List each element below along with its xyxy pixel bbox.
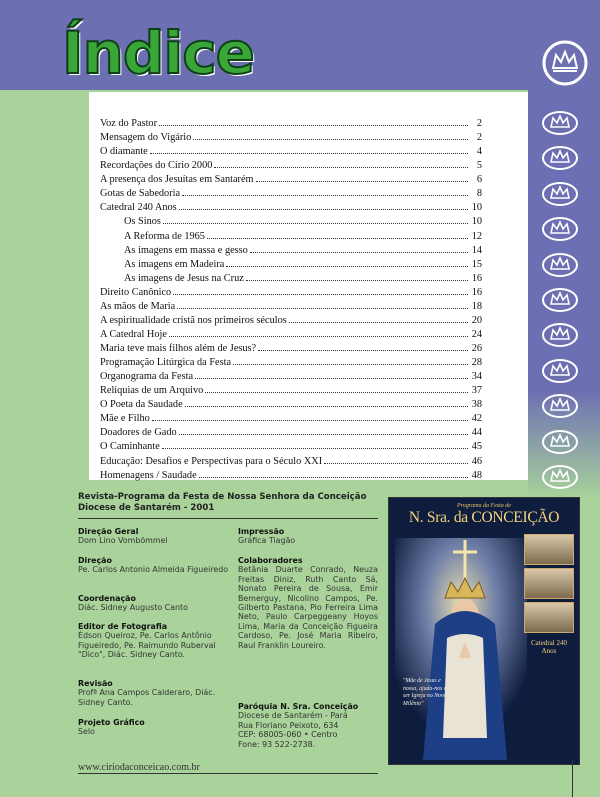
toc-entry[interactable] bbox=[100, 287, 482, 301]
credit-role: Impressão bbox=[238, 527, 285, 536]
toc-leader-dots bbox=[226, 266, 468, 267]
toc-subentry[interactable] bbox=[100, 245, 482, 259]
credit-role: Editor de Fotografia bbox=[78, 622, 168, 631]
madonna-figure-icon bbox=[395, 538, 527, 760]
toc-entry-title: As imagens em Madeira bbox=[124, 258, 225, 270]
toc-entry-title: Mensagem do Vigário bbox=[100, 132, 192, 144]
toc-leader-dots bbox=[173, 294, 468, 295]
toc-entry[interactable] bbox=[100, 329, 482, 343]
cover-cathedral-caption: Catedral 240 Anos bbox=[531, 639, 567, 655]
cover-quote: "Mãe de Jesus e nossa, ajuda-nos a ser Igreja no Novo Milênio" bbox=[403, 678, 447, 707]
credit-fotografia bbox=[78, 622, 228, 660]
toc-leader-dots bbox=[205, 392, 468, 393]
toc-entry-title: Recordações do Círio 2000 bbox=[100, 160, 213, 172]
cover-photo bbox=[524, 534, 574, 565]
credit-role: Revisão bbox=[78, 679, 113, 688]
toc-entry[interactable] bbox=[100, 118, 482, 132]
credit-names: Betânia Duarte Conrado, Neuza Freitas Diniz, Ruth Canto Sá, Nonato Pereira de Sousa, Emir Bemerguy, Nicolino Campos, Pe. Gilberto Pastana, Pio Ferreira Lima Neto, Paulo Carpeggeany Hoyos Lima, Maria da Conceição Figueira Cardoso, Pe. José Maria Ribeiro, Raul Franklin Loureiro. bbox=[238, 565, 378, 650]
crown-icon bbox=[540, 110, 580, 136]
toc-leader-dots bbox=[195, 378, 468, 379]
website-link[interactable]: www.ciriodaconceicao.com.br bbox=[78, 762, 200, 773]
toc-entry[interactable] bbox=[100, 385, 482, 399]
toc-entry[interactable] bbox=[100, 160, 482, 174]
toc-leader-dots bbox=[250, 252, 468, 253]
crown-icon bbox=[540, 252, 580, 278]
toc-leader-dots bbox=[150, 153, 468, 154]
toc-entry[interactable] bbox=[100, 343, 482, 357]
toc-entry-title: A Catedral Hoje bbox=[100, 328, 167, 340]
credit-direcao-geral bbox=[78, 527, 238, 546]
toc-entry[interactable] bbox=[100, 202, 482, 216]
toc-entry[interactable] bbox=[100, 399, 482, 413]
toc-entry-title: Programação Litúrgica da Festa bbox=[100, 357, 232, 369]
cover-kicker: Programa da Festa de bbox=[457, 503, 511, 509]
toc-page-number: 18 bbox=[471, 300, 482, 312]
toc-leader-dots bbox=[179, 434, 468, 435]
toc-entry[interactable] bbox=[100, 470, 482, 484]
cover-photo-column bbox=[524, 534, 572, 636]
crown-icon bbox=[540, 145, 580, 171]
toc-entry[interactable] bbox=[100, 441, 482, 455]
crown-emblem-icon bbox=[540, 38, 590, 88]
toc-subentry[interactable] bbox=[100, 273, 482, 287]
toc-page-number: 5 bbox=[476, 160, 482, 172]
toc-page-number: 48 bbox=[471, 469, 482, 481]
toc-page-number: 28 bbox=[471, 357, 482, 369]
publication-header bbox=[78, 492, 366, 514]
toc-entry-title: As imagens de Jesus na Cruz bbox=[124, 272, 244, 284]
toc-page-number: 6 bbox=[476, 174, 482, 186]
toc-entry-title: Educação: Desafios e Perspectivas para o Século XXI bbox=[100, 455, 323, 467]
toc-entry-title: Homenagens / Saudade bbox=[100, 469, 197, 481]
toc-page-number: 16 bbox=[471, 286, 482, 298]
toc-leader-dots bbox=[185, 406, 468, 407]
toc-page-number: 24 bbox=[471, 328, 482, 340]
toc-leader-dots bbox=[289, 322, 468, 323]
credit-paroquia bbox=[238, 702, 378, 749]
crown-decoration-strip bbox=[540, 110, 584, 535]
toc-page-number: 4 bbox=[476, 146, 482, 158]
cover-title: N. Sra. da CONCEIÇÃO bbox=[408, 509, 560, 526]
cover-photo bbox=[524, 568, 574, 599]
crown-icon bbox=[540, 464, 580, 490]
toc-entry-title: A espiritualidade cristã nos primeiros séculos bbox=[100, 314, 287, 326]
page-title: Índice bbox=[62, 19, 254, 87]
toc-entry[interactable] bbox=[100, 146, 482, 160]
credit-names: Édson Queiroz, Pe. Carlos Antônio Figueiredo, Pe. Raimundo Ruberval "Dico", Diác. Sidney Canto. bbox=[78, 631, 216, 660]
toc-entry-title: Organograma da Festa bbox=[100, 371, 194, 383]
credit-names: Gráfica Tiagão bbox=[238, 536, 296, 546]
magazine-cover-image bbox=[388, 497, 580, 765]
crown-icon bbox=[540, 216, 580, 242]
toc-leader-dots bbox=[182, 195, 468, 196]
credit-impressao bbox=[238, 527, 378, 546]
toc-entry-title: Maria teve mais filhos além de Jesus? bbox=[100, 343, 257, 354]
toc-entry-title: Relíquias de um Arquivo bbox=[100, 385, 204, 397]
toc-page-number: 20 bbox=[471, 314, 482, 326]
toc-entry-title: O Caminhante bbox=[100, 441, 160, 453]
toc-subentry[interactable] bbox=[100, 216, 482, 230]
credit-colaboradores bbox=[238, 556, 378, 650]
toc-page-number: 44 bbox=[471, 427, 482, 439]
toc-entry[interactable] bbox=[100, 132, 482, 146]
toc-entry[interactable] bbox=[100, 413, 482, 427]
publication-diocese: Diocese de Santarém - 2001 bbox=[78, 503, 215, 513]
toc-leader-dots bbox=[246, 280, 468, 281]
cover-photo bbox=[524, 602, 574, 633]
credit-names: Diocese de Santarém - Pará Rua Floriano Peixoto, 634 CEP: 68005-060 • Centro Fone: 93 522-2738. bbox=[238, 711, 348, 749]
toc-leader-dots bbox=[258, 350, 468, 351]
crown-icon bbox=[540, 393, 580, 419]
toc-entry[interactable] bbox=[100, 315, 482, 329]
toc-entry-title: Catedral 240 Anos bbox=[100, 202, 177, 214]
toc-entry-title: Os Sinos bbox=[124, 216, 161, 228]
toc-leader-dots bbox=[177, 308, 468, 309]
toc-subentry[interactable] bbox=[100, 231, 482, 245]
toc-page-number: 37 bbox=[471, 385, 482, 397]
toc-entry[interactable] bbox=[100, 174, 482, 188]
toc-entry-title: O diamante bbox=[100, 146, 148, 158]
credit-names: Dom Lino Vombömmel bbox=[78, 536, 168, 546]
toc-leader-dots bbox=[163, 223, 468, 224]
crown-icon bbox=[540, 358, 580, 384]
toc-entry[interactable] bbox=[100, 427, 482, 441]
toc-entry-title: Doadores de Gado bbox=[100, 427, 177, 439]
table-of-contents bbox=[100, 118, 482, 484]
toc-entry-title: Mãe e Filho bbox=[100, 413, 150, 425]
toc-leader-dots bbox=[179, 209, 468, 210]
credit-role: Direção Geral bbox=[78, 527, 139, 536]
toc-entry-title: As imagens em massa e gesso bbox=[124, 244, 248, 256]
toc-page-number: 10 bbox=[471, 216, 482, 228]
credit-revisao bbox=[78, 679, 228, 707]
toc-leader-dots bbox=[207, 238, 468, 239]
divider bbox=[78, 773, 378, 774]
toc-leader-dots bbox=[233, 364, 468, 365]
credit-role: Projeto Gráfico bbox=[78, 718, 145, 727]
toc-leader-dots bbox=[162, 448, 468, 449]
toc-entry[interactable] bbox=[100, 371, 482, 385]
toc-leader-dots bbox=[159, 125, 468, 126]
toc-page-number: 45 bbox=[471, 441, 482, 453]
toc-entry[interactable] bbox=[100, 456, 482, 470]
toc-entry-title: A presença dos Jesuítas em Santarém bbox=[100, 174, 254, 186]
credit-names: Diác. Sidney Augusto Canto bbox=[78, 603, 188, 613]
toc-entry[interactable] bbox=[100, 357, 482, 371]
toc-entry-title: O Poeta da Saudade bbox=[100, 399, 183, 411]
page-edge-mark bbox=[572, 760, 573, 797]
toc-leader-dots bbox=[152, 420, 468, 421]
credit-names: Profª Ana Campos Calderaro, Diác. Sidney Canto. bbox=[78, 688, 216, 707]
toc-page-number: 2 bbox=[476, 132, 482, 144]
credit-role: Colaboradores bbox=[238, 556, 303, 565]
toc-page-number: 8 bbox=[476, 188, 482, 200]
toc-page-number: 2 bbox=[476, 118, 482, 129]
toc-page-number: 15 bbox=[471, 258, 482, 270]
toc-entry[interactable] bbox=[100, 301, 482, 315]
toc-leader-dots bbox=[193, 139, 468, 140]
credit-projeto-grafico bbox=[78, 718, 228, 737]
toc-page-number: 34 bbox=[471, 371, 482, 383]
crown-icon bbox=[540, 181, 580, 207]
toc-entry-title: Gotas de Sabedoria bbox=[100, 188, 181, 200]
toc-page-number: 10 bbox=[471, 202, 482, 214]
toc-leader-dots bbox=[214, 167, 468, 168]
toc-leader-dots bbox=[256, 181, 468, 182]
crown-icon bbox=[540, 322, 580, 348]
divider bbox=[78, 518, 378, 519]
credit-coordenacao bbox=[78, 594, 238, 613]
credit-names: Pe. Carlos Antonio Almeida Figueiredo bbox=[78, 565, 229, 575]
crown-icon bbox=[540, 287, 580, 313]
credit-direcao bbox=[78, 556, 246, 575]
toc-page-number: 46 bbox=[471, 455, 482, 467]
toc-page-number: 26 bbox=[471, 343, 482, 354]
toc-entry-title: Direito Canônico bbox=[100, 286, 172, 298]
toc-entry-title: Voz do Pastor bbox=[100, 118, 158, 129]
credit-names: Selo bbox=[78, 727, 95, 737]
toc-page-number: 38 bbox=[471, 399, 482, 411]
publication-title: Revista-Programa da Festa de Nossa Senhora da Conceição bbox=[78, 492, 367, 502]
credit-role: Paróquia N. Sra. Conceição bbox=[238, 702, 359, 711]
credit-role: Coordenação bbox=[78, 594, 136, 603]
toc-entry-title: A Reforma de 1965 bbox=[124, 230, 205, 242]
toc-leader-dots bbox=[199, 477, 468, 478]
crown-icon bbox=[540, 429, 580, 455]
toc-page-number: 14 bbox=[471, 244, 482, 256]
toc-entry-title: As mãos de Maria bbox=[100, 300, 176, 312]
toc-page-number: 42 bbox=[471, 413, 482, 425]
toc-leader-dots bbox=[324, 463, 468, 464]
toc-page-number: 12 bbox=[471, 230, 482, 242]
credit-role: Direção bbox=[78, 556, 112, 565]
toc-leader-dots bbox=[169, 336, 468, 337]
toc-entry[interactable] bbox=[100, 188, 482, 202]
toc-subentry[interactable] bbox=[100, 259, 482, 273]
toc-page-number: 16 bbox=[471, 272, 482, 284]
